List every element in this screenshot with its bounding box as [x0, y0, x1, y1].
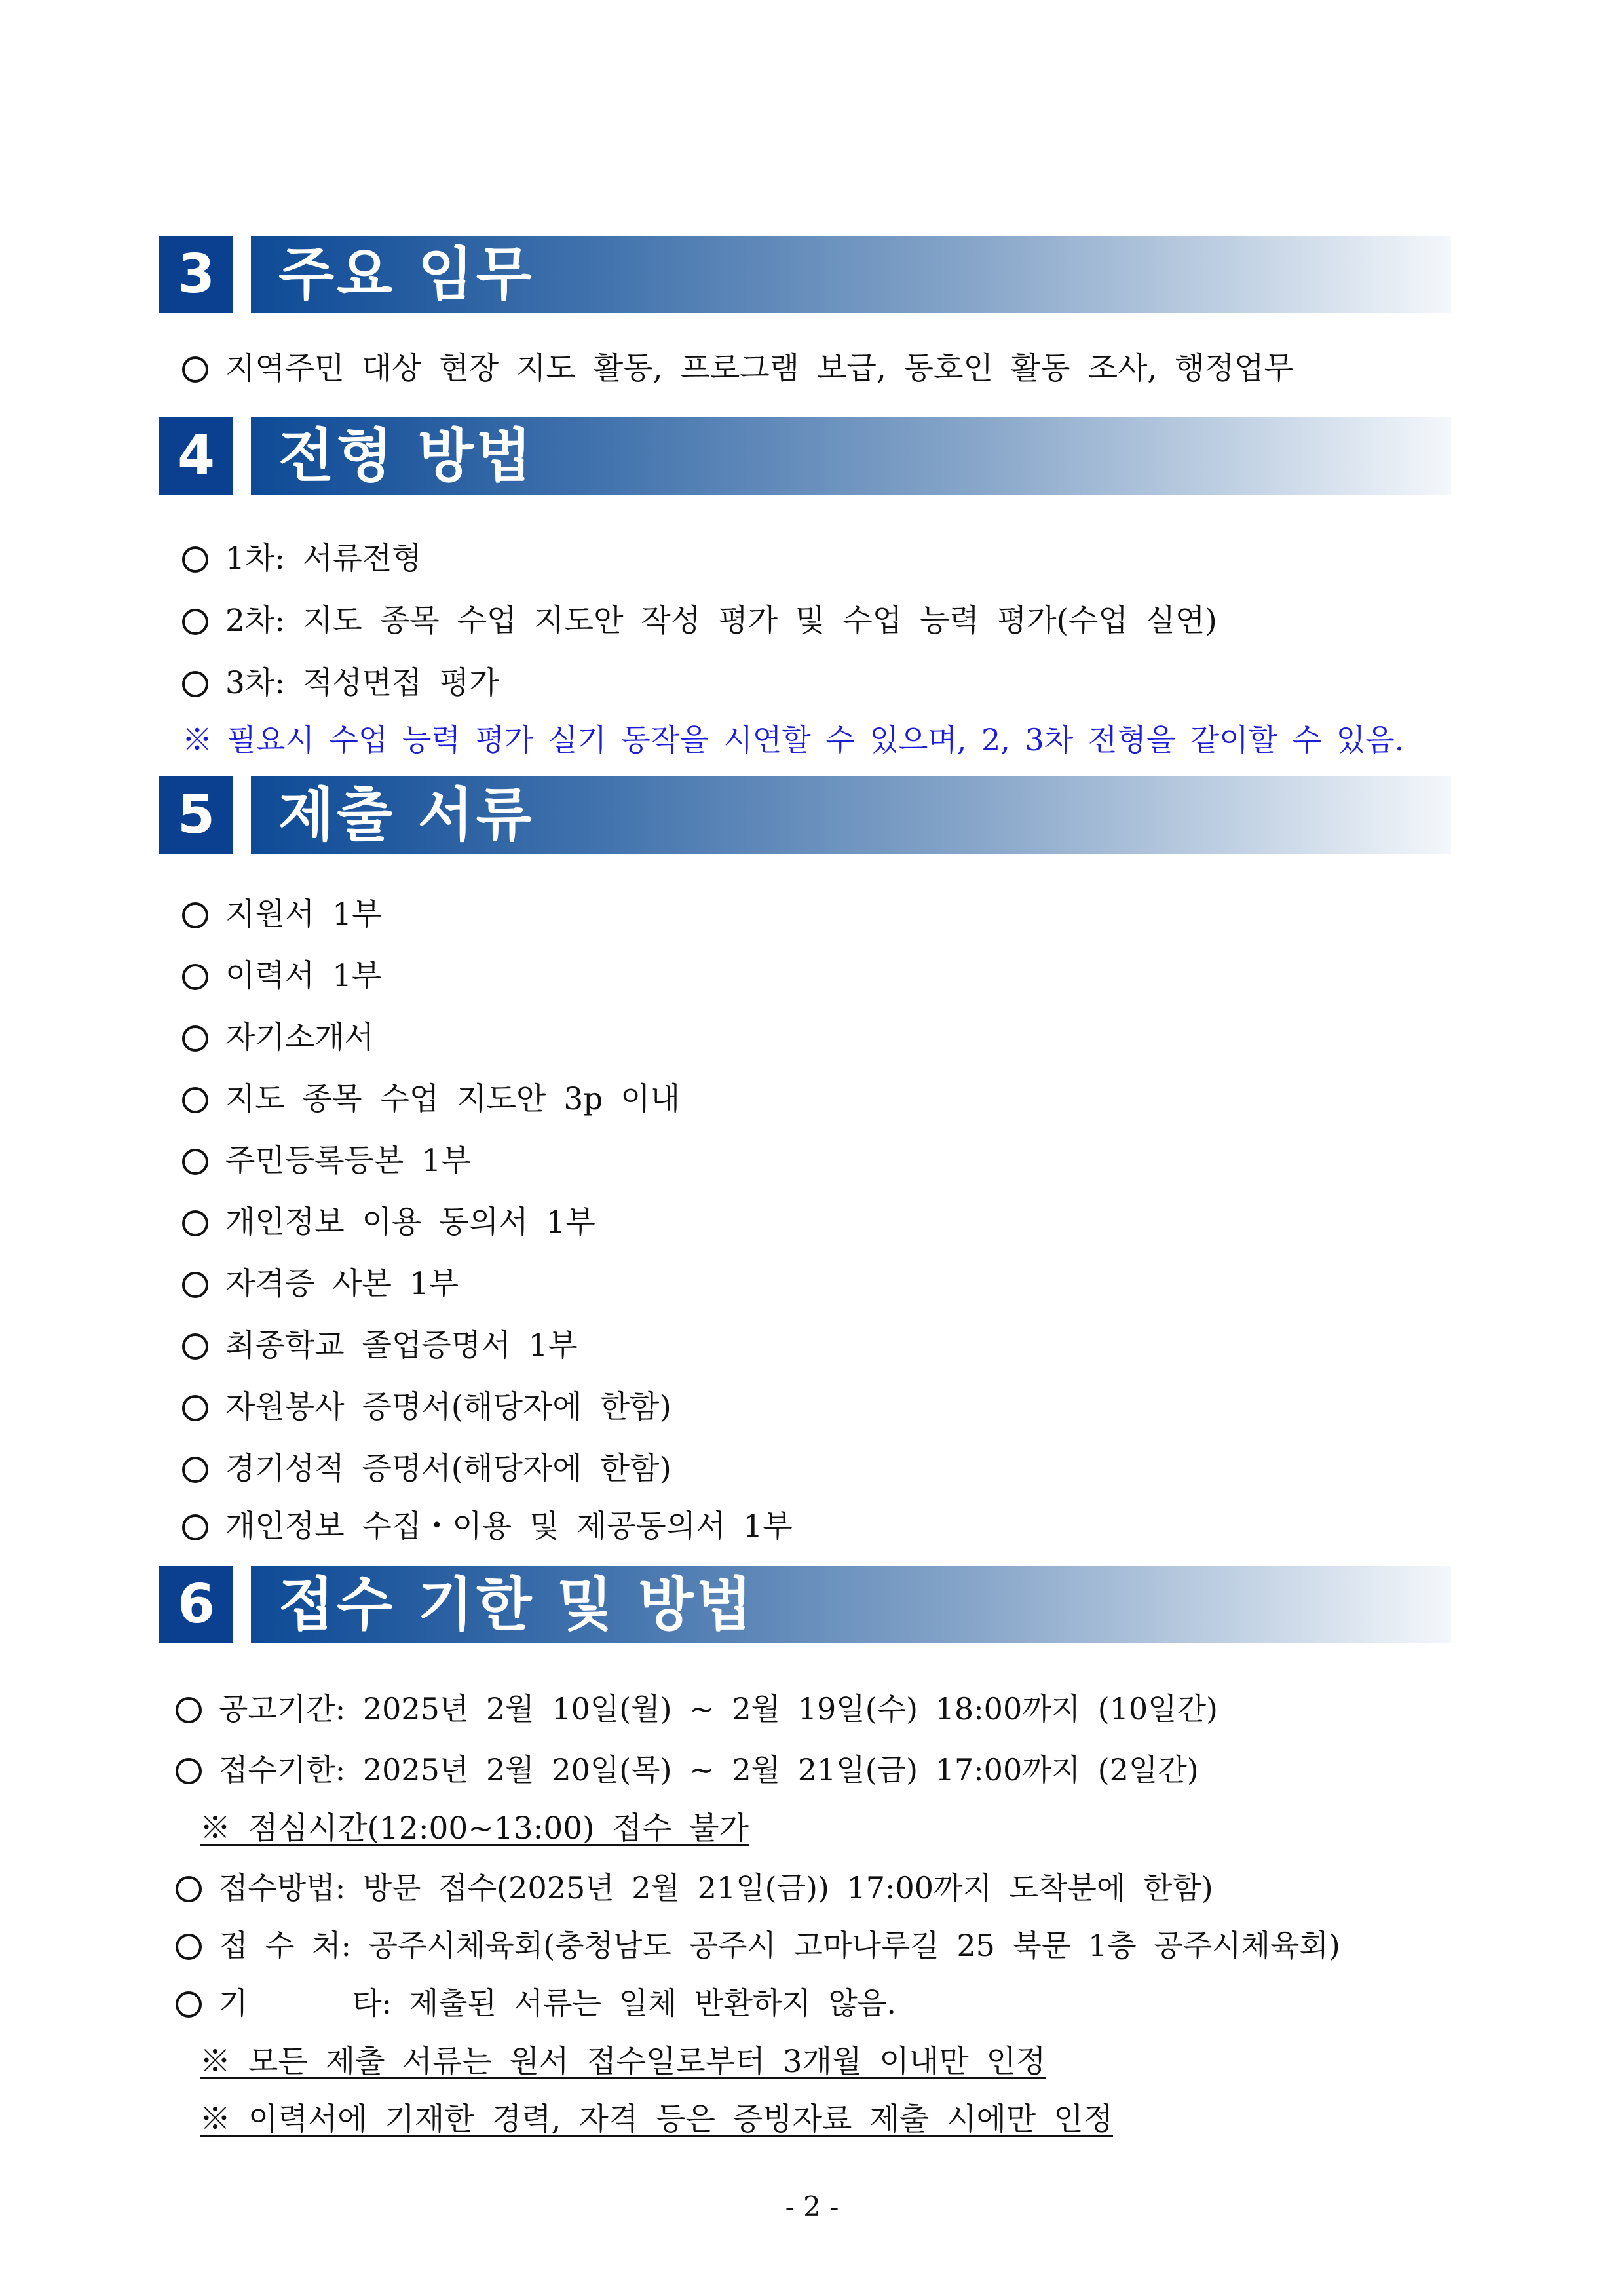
list-item: 공고기간: 2025년 2월 10일(월) ~ 2월 19일(수) 18:00까지 (10일간)	[176, 1685, 1218, 1729]
section-title-bar	[251, 776, 1451, 854]
circle-bullet-icon	[182, 1087, 208, 1113]
list-item: 개인정보 수집・이용 및 제공동의서 1부	[182, 1502, 793, 1546]
section-header-6	[159, 1566, 1451, 1643]
section-header-3	[159, 236, 1451, 313]
list-item: 지역주민 대상 현장 지도 활동, 프로그램 보급, 동호인 활동 조사, 행정업무	[182, 344, 1294, 388]
note-text: ※ 모든 제출 서류는 원서 접수일로부터 3개월 이내만 인정	[200, 2044, 1046, 2080]
list-item: 이력서 1부	[182, 951, 381, 995]
circle-bullet-icon	[182, 1395, 208, 1421]
section-number: 5	[159, 776, 233, 854]
circle-bullet-icon	[182, 1149, 208, 1175]
circle-bullet-icon	[176, 1991, 202, 2018]
note-text: ※ 이력서에 기재한 경력, 자격 등은 증빙자료 제출 시에만 인정	[200, 2101, 1114, 2137]
list-item: 2차: 지도 종목 수업 지도안 작성 평가 및 수업 능력 평가(수업 실연)	[182, 596, 1217, 640]
circle-bullet-icon	[182, 609, 208, 635]
list-item: 개인정보 이용 동의서 1부	[182, 1198, 595, 1242]
circle-bullet-icon	[182, 356, 208, 383]
section-title: 전형 방법	[278, 422, 535, 489]
list-item: 자원봉사 증명서(해당자에 한함)	[182, 1383, 671, 1426]
circle-bullet-icon	[182, 1272, 208, 1298]
section-title-bar	[251, 417, 1451, 495]
list-item: 기 타: 제출된 서류는 일체 반환하지 않음.	[176, 1980, 896, 2023]
note-text: ※ 점심시간(12:00~13:00) 접수 불가	[200, 1810, 749, 1846]
circle-bullet-icon	[182, 1025, 208, 1052]
section-title-bar	[251, 1566, 1451, 1643]
list-item: 접수방법: 방문 접수(2025년 2월 21일(금)) 17:00까지 도착분에 한함)	[176, 1864, 1213, 1907]
circle-bullet-icon	[182, 546, 208, 573]
page-number: - 2 -	[785, 2191, 839, 2223]
section-number: 3	[159, 236, 233, 313]
circle-bullet-icon	[182, 1514, 208, 1540]
section-title: 접수 기한 및 방법	[278, 1571, 755, 1638]
section-title: 주요 임무	[278, 240, 535, 308]
list-item: 1차: 서류전형	[182, 534, 422, 578]
list-item: 접수기한: 2025년 2월 20일(목) ~ 2월 21일(금) 17:00까지 (2일간)	[176, 1746, 1199, 1789]
circle-bullet-icon	[182, 671, 208, 697]
list-item: 지원서 1부	[182, 890, 381, 934]
list-item: 접 수 처: 공주시체육회(충청남도 공주시 고마나루길 25 북문 1층 공주시체육회)	[176, 1922, 1340, 1965]
section-title-bar	[251, 236, 1451, 313]
list-item: 3차: 적성면접 평가	[182, 659, 499, 702]
circle-bullet-icon	[182, 902, 208, 928]
section-header-5	[159, 776, 1451, 854]
circle-bullet-icon	[176, 1758, 202, 1784]
circle-bullet-icon	[182, 964, 208, 990]
section-number: 6	[159, 1566, 233, 1643]
circle-bullet-icon	[182, 1210, 208, 1236]
list-item: 주민등록등본 1부	[182, 1136, 471, 1180]
list-item: 경기성적 증명서(해당자에 한함)	[182, 1444, 671, 1488]
circle-bullet-icon	[176, 1876, 202, 1902]
section-title: 제출 서류	[278, 781, 535, 849]
note-text: ※ 필요시 수업 능력 평가 실기 동작을 시연할 수 있으며, 2, 3차 전형을 같이할 수 있음.	[182, 722, 1405, 757]
section-number: 4	[159, 417, 233, 495]
list-item: 지도 종목 수업 지도안 3p 이내	[182, 1075, 680, 1119]
circle-bullet-icon	[176, 1934, 202, 1960]
list-item: 자격증 사본 1부	[182, 1259, 459, 1303]
section-header-4	[159, 417, 1451, 495]
list-item: 자기소개서	[182, 1013, 374, 1057]
circle-bullet-icon	[176, 1697, 202, 1723]
circle-bullet-icon	[182, 1457, 208, 1483]
list-item: 최종학교 졸업증명서 1부	[182, 1321, 578, 1365]
circle-bullet-icon	[182, 1333, 208, 1360]
